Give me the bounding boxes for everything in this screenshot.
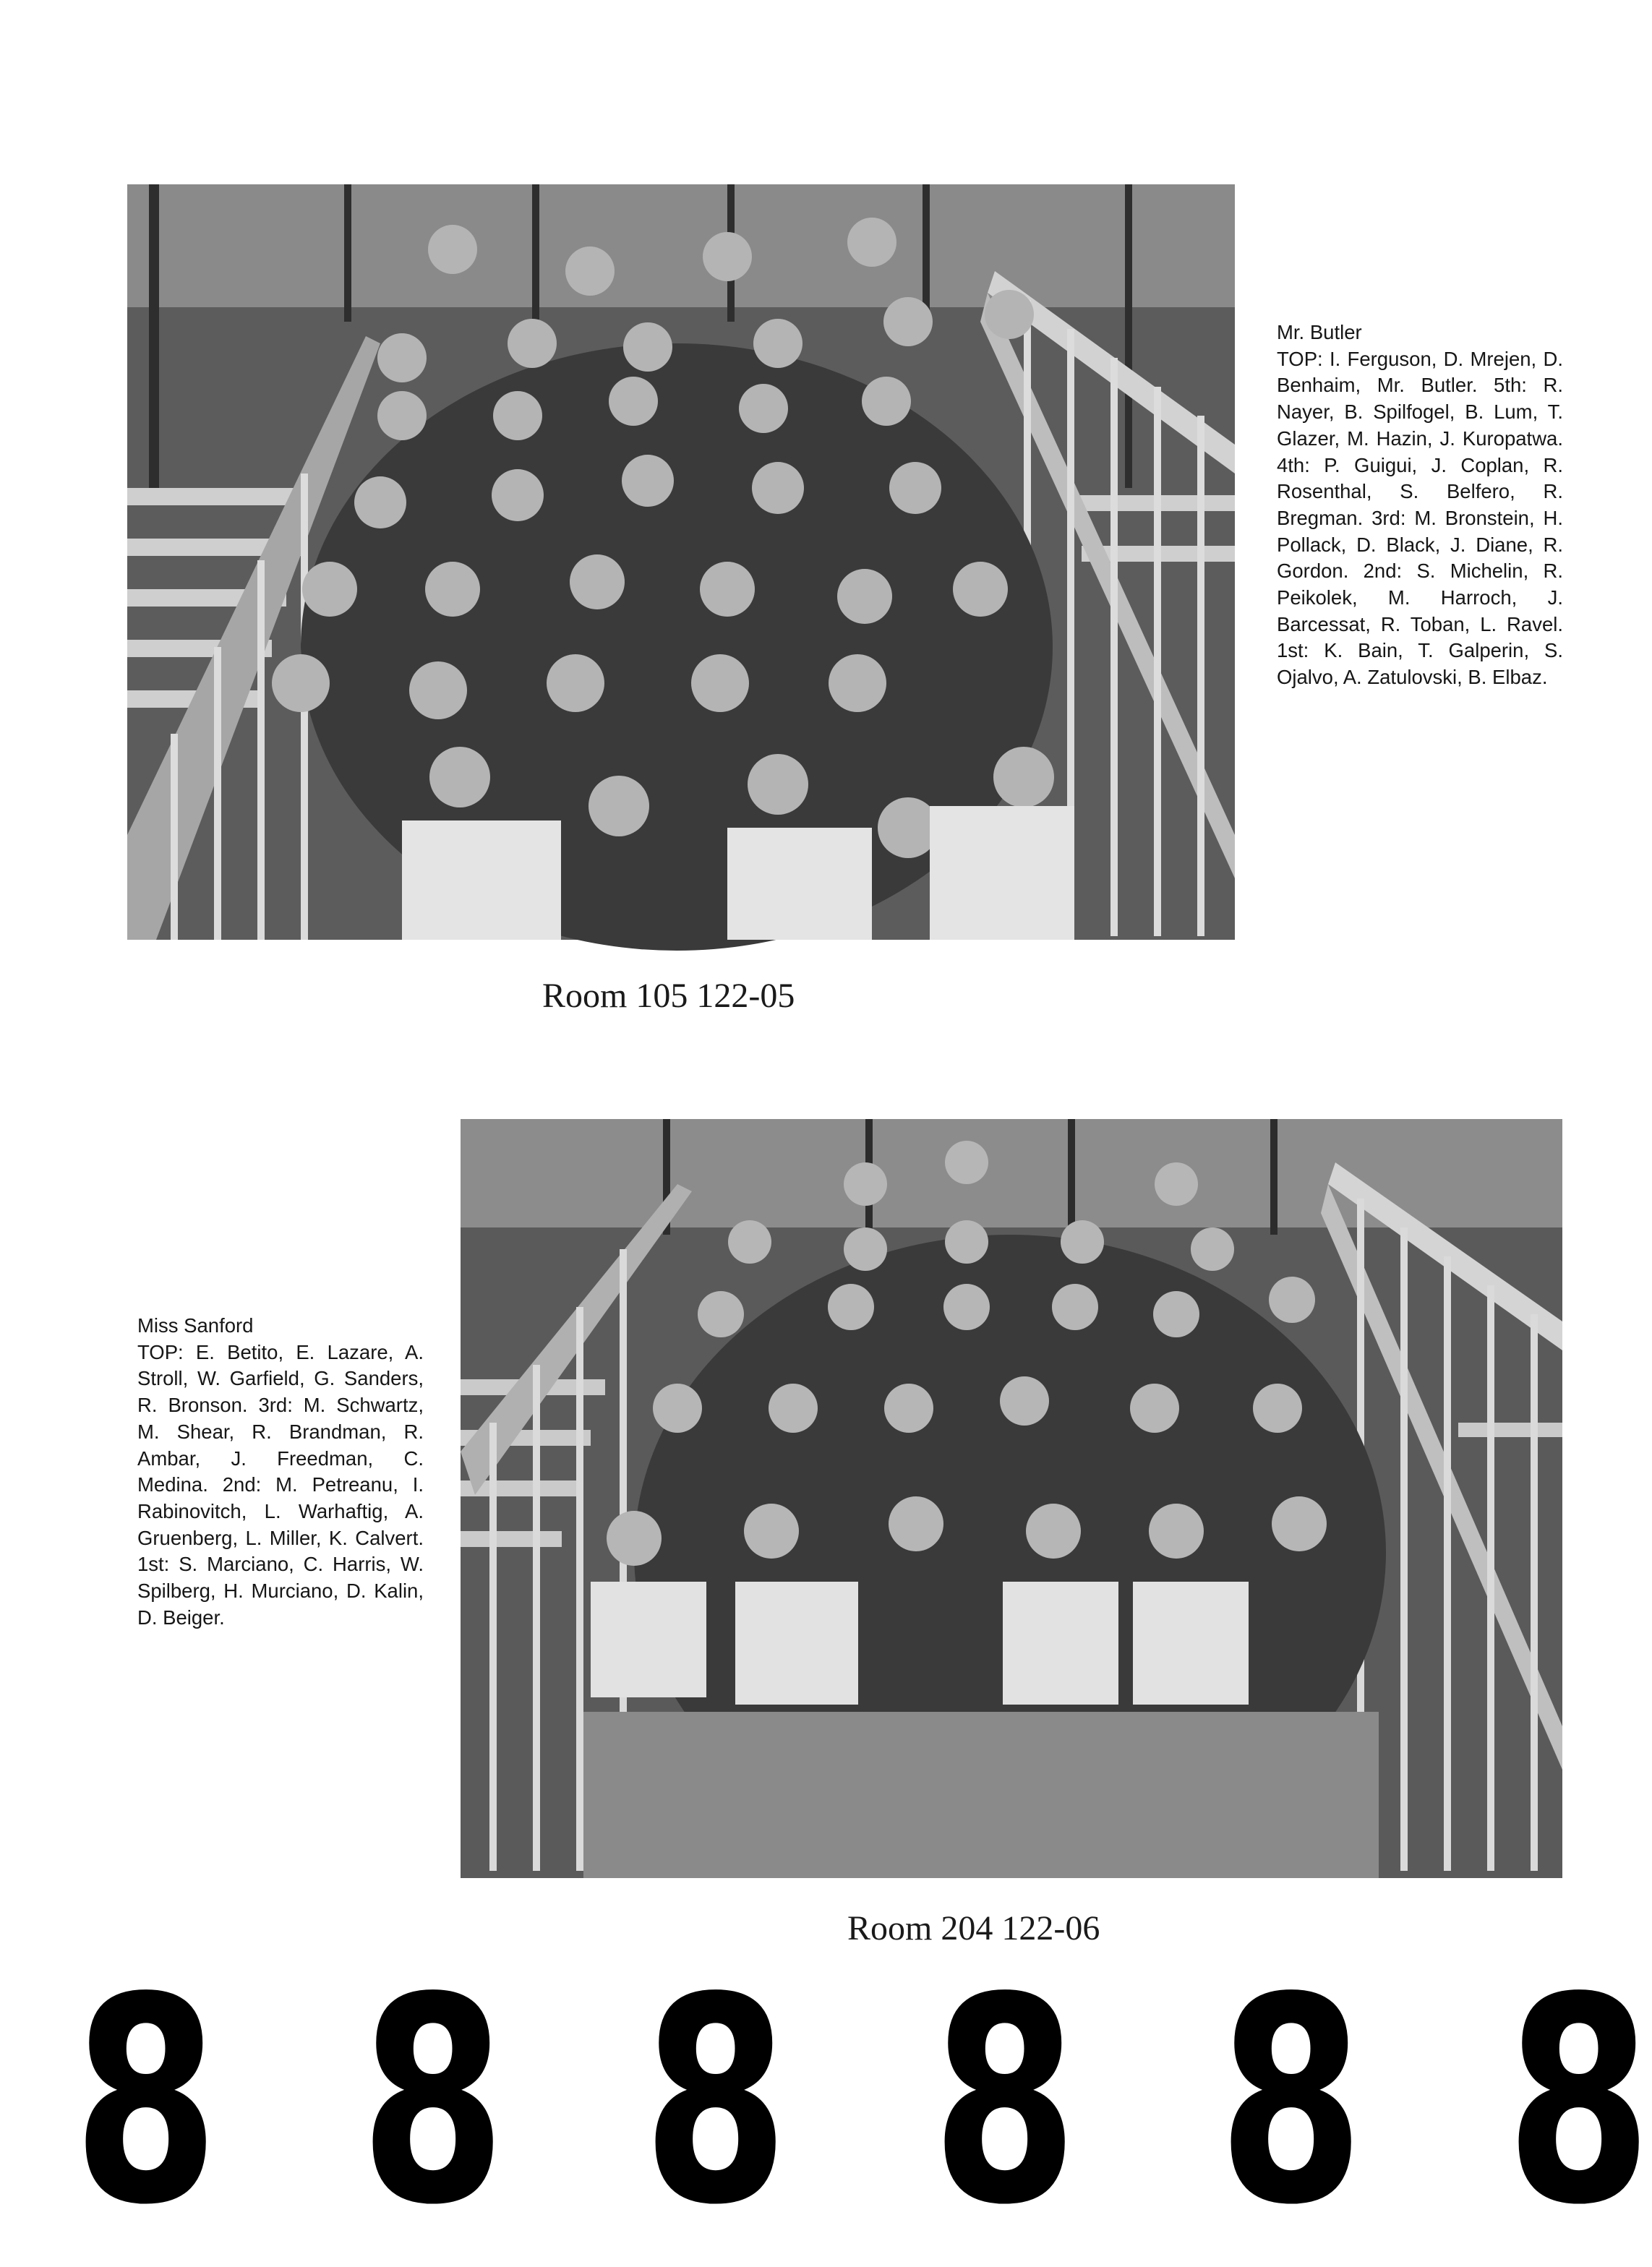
- teacher-name: Mr. Butler: [1277, 321, 1362, 343]
- student-roster: TOP: E. Betito, E. Lazare, A. Stroll, W. Garfield, G. Sanders, R. Bronson. 3rd: M. Schwartz, M. Shear, R. Brandman, R. Ambar, J. Freedman, C. Medina. 2nd: M. Petreanu, I. Rabinovitch, L. Warhaftig, A. Gruenberg, L. Miller, K. Calvert. 1st: S. Marciano, C. Harris, W. Spilberg, H. Murciano, D. Kalin, D. Beiger.: [137, 1340, 424, 1629]
- section-digit: 8: [1505, 1937, 1652, 2267]
- section-digit: 8: [1217, 1937, 1364, 2267]
- class-caption-room-204: [137, 1313, 424, 1631]
- class-photo-room-204-image: [461, 1119, 1562, 1878]
- section-digit: 8: [72, 1937, 219, 2267]
- section-digit: 8: [359, 1937, 506, 2267]
- teacher-name: Miss Sanford: [137, 1314, 254, 1337]
- room-label: Room 105 122-05: [542, 977, 795, 1015]
- section-digit: 8: [931, 1937, 1078, 2267]
- room-label: Room 204 122-06: [847, 1909, 1100, 1947]
- class-photo-room-204: [461, 1119, 1562, 1878]
- class-photo-room-105-image: [127, 184, 1235, 940]
- class-caption-room-105: [1277, 320, 1563, 691]
- class-photo-room-105: [127, 184, 1235, 940]
- section-digit: 8: [642, 1937, 789, 2267]
- student-roster: TOP: I. Ferguson, D. Mrejen, D. Benhaim, Mr. Butler. 5th: R. Nayer, B. Spilfogel, B. Lum, T. Glazer, M. Hazin, J. Kuropatwa. 4th: P. Guigui, J. Coplan, R. Rosenthal, S. Belfero, R. Bregman. 3rd: M. Bronstein, H. Pollack, D. Black, J. Diane, R. Gordon. 2nd: S. Michelin, R. Peikolek, M. Harroch, J. Barcessat, R. Toban, L. Ravel. 1st: K. Bain, T. Galperin, S. Ojalvo, A. Zatulovski, B. Elbaz.: [1277, 347, 1563, 689]
